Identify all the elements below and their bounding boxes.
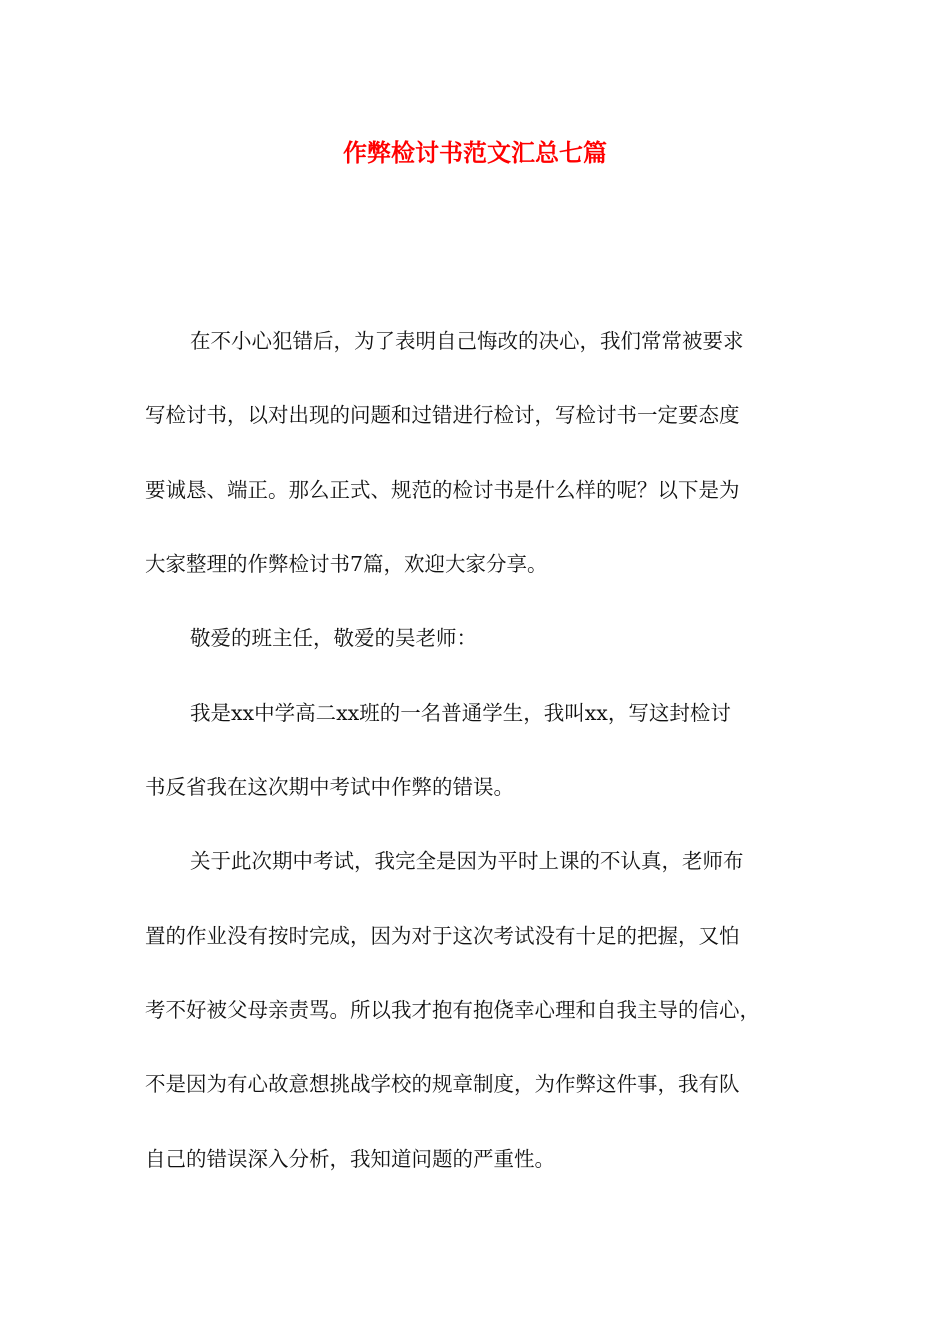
paragraph-line: 置的作业没有按时完成，因为对于这次考试没有十足的把握，又怕 xyxy=(145,924,740,948)
paragraph-line: 自己的错误深入分析，我知道问题的严重性。 xyxy=(145,1147,555,1171)
paragraph-line: 在不小心犯错后，为了表明自己悔改的决心，我们常常被要求 xyxy=(190,329,744,353)
document-title: 作弊检讨书范文汇总七篇 xyxy=(343,138,607,167)
paragraph-line: 考不好被父母亲责骂。所以我才抱有抱侥幸心理和自我主导的信心， xyxy=(145,998,760,1022)
paragraph-line: 书反省我在这次期中考试中作弊的错误。 xyxy=(145,775,514,799)
paragraph-line: 写检讨书，以对出现的问题和过错进行检讨，写检讨书一定要态度 xyxy=(145,403,740,427)
paragraph-line: 大家整理的作弊检讨书7篇，欢迎大家分享。 xyxy=(145,552,548,576)
paragraph-line: 我是xx中学高二xx班的一名普通学生，我叫xx，写这封检讨 xyxy=(190,701,731,725)
paragraph-line: 要诚恳、端正。那么正式、规范的检讨书是什么样的呢？以下是为 xyxy=(145,478,740,502)
salutation-line: 敬爱的班主任，敬爱的吴老师： xyxy=(190,626,477,650)
paragraph-line: 关于此次期中考试，我完全是因为平时上课的不认真，老师布 xyxy=(190,849,744,873)
paragraph-line: 不是因为有心故意想挑战学校的规章制度，为作弊这件事，我有队 xyxy=(145,1072,740,1096)
